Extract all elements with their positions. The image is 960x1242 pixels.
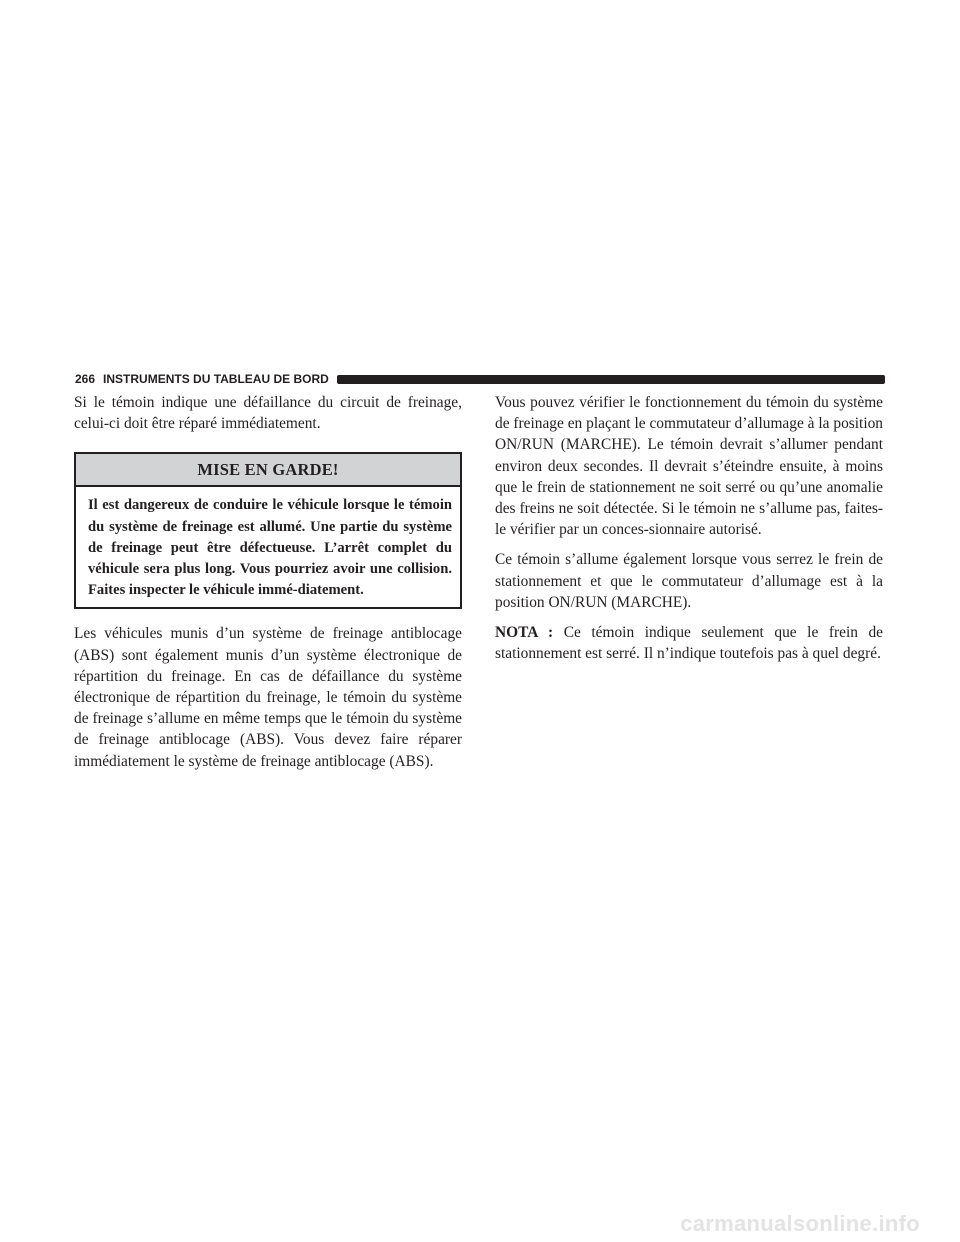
page-header [75, 372, 885, 386]
page-number: 266 [75, 372, 96, 386]
header-rule [337, 375, 885, 384]
note-label: NOTA : [495, 624, 554, 642]
note-text: Ce témoin indique seulement que le frein de stationnement est serré. Il n’indique toutefois pas à quel degré. [495, 624, 884, 663]
section-title: INSTRUMENTS DU TABLEAU DE BORD [103, 372, 329, 386]
warning-box [74, 452, 462, 609]
right-column [495, 392, 883, 673]
parking-brake-paragraph: Ce témoin s’allume également lorsque vous serrez le frein de stationnement et que le commutateur d’allumage est à la position ON/RUN (MARCHE). [495, 551, 883, 611]
left-column [74, 392, 462, 781]
warning-title: MISE EN GARDE! [76, 454, 460, 487]
intro-paragraph: Si le témoin indique une défaillance du circuit de freinage, celui-ci doit être réparé immédiatement. [74, 394, 462, 433]
footer [0, 1203, 960, 1242]
watermark: carmanualsonline.info [680, 1211, 920, 1236]
check-paragraph: Vous pouvez vérifier le fonctionnement du témoin du système de freinage en plaçant le commutateur d’allumage à la position ON/RUN (MARCHE). Le témoin devrait s’allumer pendant environ deux secondes. Il devrait s’éteindre ensuite, à moins que le frein de stationnement ne soit serré ou qu’une anomalie des freins ne soit détectée. Si le témoin ne s’allume pas, faites-le vérifier par un conces-sionnaire autorisé. [495, 394, 883, 539]
warning-body: Il est dangereux de conduire le véhicule lorsque le témoin du système de freinage est allumé. Une partie du système de freinage peut être défectueuse. L’arrêt complet du véhicule sera plus long. Vous pourriez avoir une collision. Faites inspecter le véhicule immé-diatement. [88, 497, 452, 599]
note-paragraph [495, 622, 883, 664]
abs-paragraph: Les véhicules munis d’un système de freinage antiblocage (ABS) sont également munis d’un système électronique de répartition du freinage. En cas de défaillance du système électronique de répartition du freinage, le témoin du système de freinage s’allume en même temps que le témoin du système de freinage antiblocage (ABS). Vous devez faire réparer immédiatement le système de freinage antiblocage (ABS). [74, 625, 462, 770]
